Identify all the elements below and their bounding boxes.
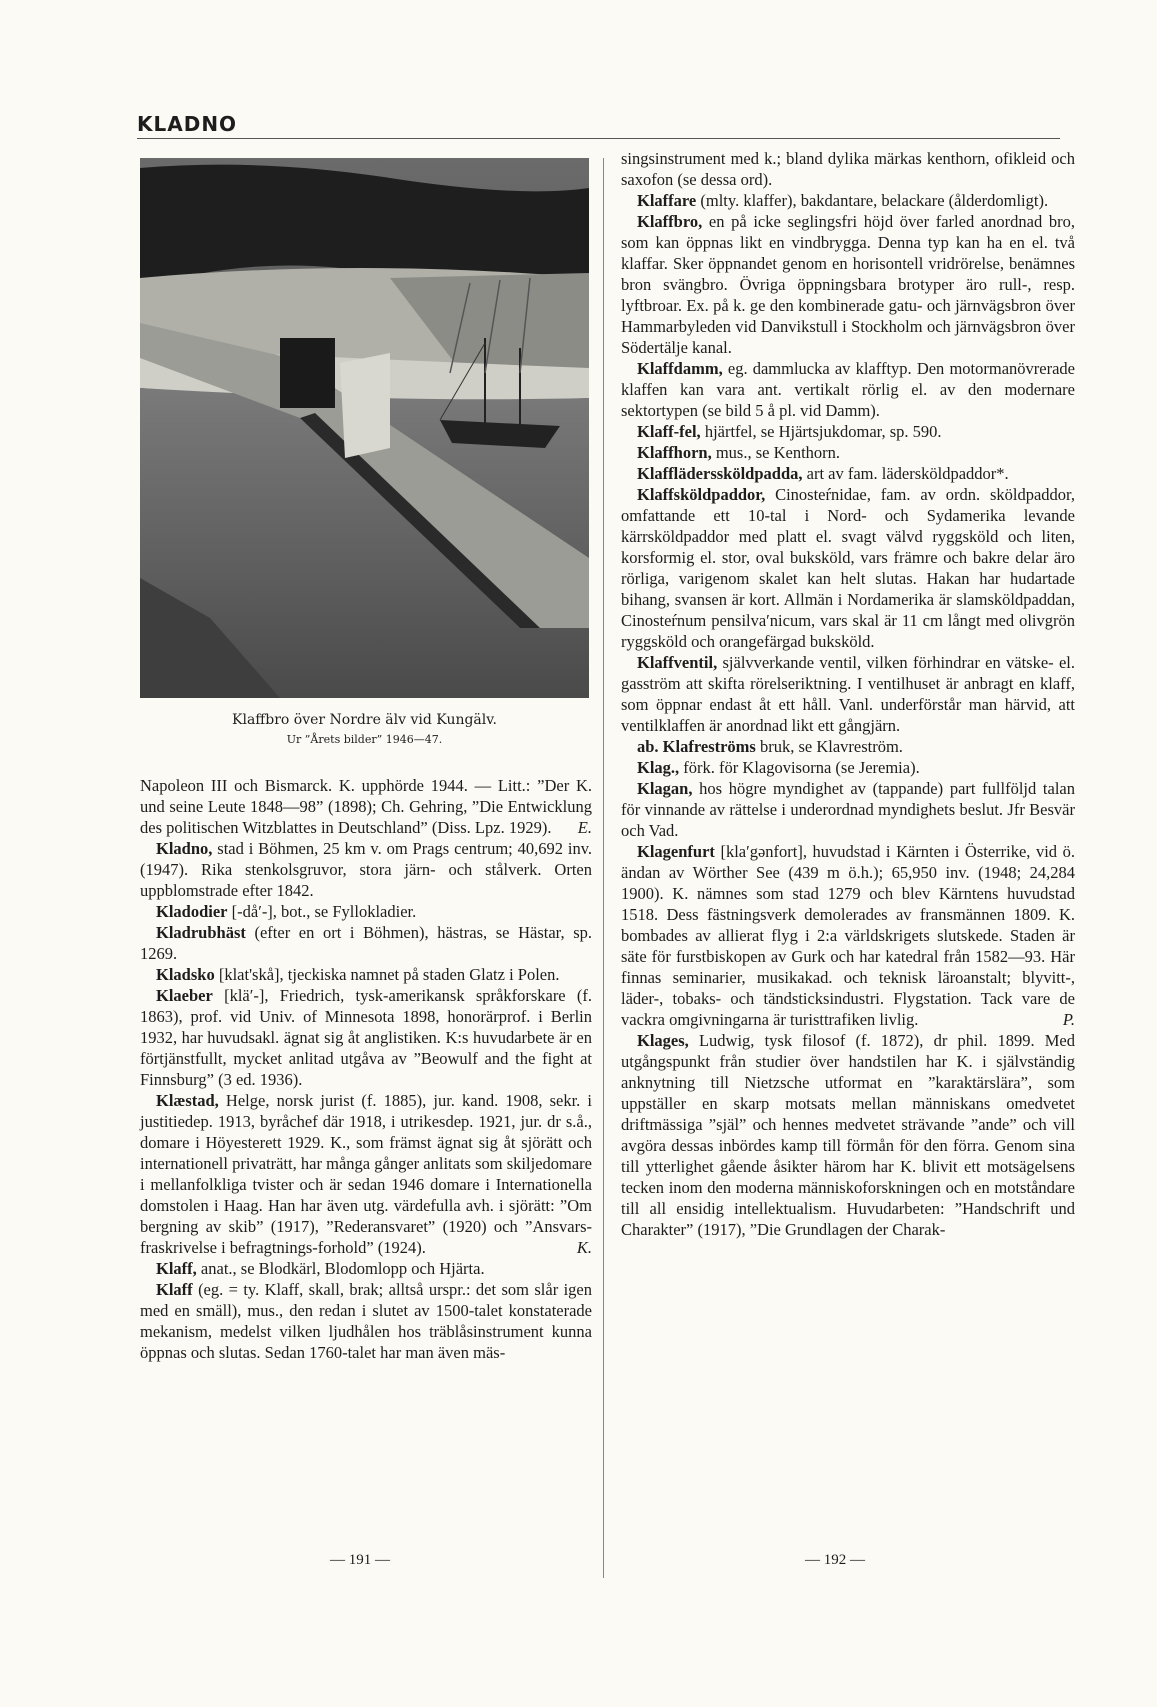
article-entry bbox=[140, 985, 592, 1090]
headword: Klaff, bbox=[156, 1259, 197, 1278]
headword: Klaffhorn, bbox=[637, 443, 712, 462]
author-signature: E. bbox=[577, 818, 592, 837]
headword: Klaffdamm, bbox=[637, 359, 723, 378]
article-entry bbox=[621, 463, 1075, 484]
entry-text: förk. för Klagovisorna (se Jeremia). bbox=[679, 758, 920, 777]
headword: Klaff-fel, bbox=[637, 422, 701, 441]
headword: Klaffare bbox=[637, 191, 697, 210]
article-entry bbox=[621, 736, 1075, 757]
headword: Klæstad, bbox=[156, 1091, 219, 1110]
headword: Klag., bbox=[637, 758, 680, 777]
headword: Klaffläderssköldpadda, bbox=[637, 464, 803, 483]
article-entry bbox=[621, 421, 1075, 442]
article-entry bbox=[140, 838, 592, 901]
article-entry bbox=[140, 1090, 592, 1258]
headword: Klages, bbox=[637, 1031, 689, 1050]
entry-text: hos högre myndighet av (tappande) part fullföljd talan för vinnande av rättelse i underordnad myndighets beslut. Jfr Besvär och Vad. bbox=[621, 779, 1075, 840]
article-entry bbox=[621, 190, 1075, 211]
headword: Klaffbro, bbox=[637, 212, 703, 231]
headword: ab. Klafreströms bbox=[637, 737, 756, 756]
article-entry bbox=[621, 442, 1075, 463]
headword: Kladodier bbox=[156, 902, 228, 921]
column-divider bbox=[603, 158, 604, 1578]
entry-text: Cinosteŕnidae, fam. av ordn. sköldpaddor, omfattande ett 10-tal i Nord- och Sydamerika levande kärrsköldpaddor med platt el. svagt välvd ryggsköld och liten, korsformig el. stor, oval buksköld, vars främre och bakre delar äro rörliga, varigenom skalet kan helt slutas. Hakan har hudartade bihang, svansen är kort. Allmän i Nordamerika är slamsköldpaddan, Cinosteŕnum pensilva′nicum, vars skal är 11 cm långt med olivgrön ryggsköld och orangefärgad buksköld. bbox=[621, 485, 1075, 651]
header-rule bbox=[137, 138, 1060, 139]
bridge-photo bbox=[140, 158, 589, 698]
page-number-right: — 192 — bbox=[805, 1552, 865, 1568]
article-entry bbox=[621, 484, 1075, 652]
article-entry bbox=[621, 652, 1075, 736]
article-entry bbox=[140, 1279, 592, 1363]
headword: Klagenfurt bbox=[637, 842, 715, 861]
caption-source: Ur ”Årets bilder” 1946—47. bbox=[286, 733, 443, 746]
headword: Klaff bbox=[156, 1280, 193, 1299]
entry-text: [kla′gənfort], huvudstad i Kärnten i Österrike, vid ö. ändan av Wörther See (439 m ö.h.); 65,950 inv. (1948; 24,284 1900). K. nämnes som stad 1279 och blev Kärntens huvudstad 1518. Dess fästningsverk demolerades av fransmännen 1809. K. bombades av allierat flyg i 2:a världskrigets slutskede. Staden är säte för furstbiskopen av Gurk och har katedral från 1582—93. Här finnas seminarier, musikakad. och teknisk läroanstalt; blyvitt-, läder-, tobaks- och tändsticksindustri. Flygstation. Tack vare de vackra omgivningarna är turisttrafiken livlig. bbox=[621, 842, 1075, 1029]
article-entry bbox=[140, 922, 592, 964]
entry-text: eg. dammlucka av klafftyp. Den motormanövrerade klaffen kan vara ant. vertikalt rörlig el. av den modernare sektortypen (se bild 5 å pl. vid Damm). bbox=[621, 359, 1075, 420]
entry-text: art av fam. lädersköldpaddor*. bbox=[802, 464, 1009, 483]
article-entry bbox=[621, 211, 1075, 358]
article-entry bbox=[621, 778, 1075, 841]
article-entry bbox=[621, 841, 1075, 1030]
article-entry bbox=[621, 1030, 1075, 1240]
article-entry bbox=[621, 757, 1075, 778]
entry-text: mus., se Kenthorn. bbox=[711, 443, 841, 462]
photo-caption bbox=[140, 711, 589, 749]
article-entry bbox=[140, 775, 592, 838]
entry-text: bruk, se Klavreström. bbox=[755, 737, 903, 756]
article-entry bbox=[140, 964, 592, 985]
right-text-column bbox=[621, 148, 1075, 1240]
entry-text: stad i Böhmen, 25 km v. om Prags centrum; 40,692 inv. (1947). Rika stenkolsgruvor, stora järn- och stålverk. Orten uppblomstrade efter 1842. bbox=[140, 839, 592, 900]
entry-text: (efter en ort i Böhmen), hästras, se Hästar, sp. 1269. bbox=[140, 923, 592, 963]
article-entry bbox=[140, 901, 592, 922]
entry-text: [-då′-], bot., se Fyllokladier. bbox=[227, 902, 417, 921]
entry-text: [klat'skå], tjeckiska namnet på staden Glatz i Polen. bbox=[214, 965, 560, 984]
headword: Klaeber bbox=[156, 986, 213, 1005]
headword: Klaffsköldpaddor, bbox=[637, 485, 766, 504]
headword: Klagan, bbox=[637, 779, 693, 798]
headword: Kladsko bbox=[156, 965, 215, 984]
author-signature: P. bbox=[1062, 1010, 1075, 1029]
headword: Kladno, bbox=[156, 839, 213, 858]
headword: Kladrubhäst bbox=[156, 923, 246, 942]
entry-text: Ludwig, tysk filosof (f. 1872), dr phil. 1899. Med utgångspunkt från studier över handstilen har K. i självständig anknytning till Nietzsche utformat en ”karaktärslära”, som uppställer en skarp motsats mellan människans omedvetet driftmässiga ”själ” och hennes medvetet strävande ”ande” och vill avgöra dessas inbördes kamp till förmån för den förra. Genom sina till ytterlighet gående åsikter härom har K. blivit ett motsägelsens tecken inom den moderna människoforskningen och en motståndare till all ensidig intellektualism. Huvudarbeten: ”Handschrift und Charakter” (1917), ”Die Grundlagen der Charak- bbox=[621, 1031, 1075, 1239]
article-entry bbox=[621, 358, 1075, 421]
entry-text: hjärtfel, se Hjärtsjukdomar, sp. 590. bbox=[700, 422, 942, 441]
author-signature: K. bbox=[576, 1238, 592, 1257]
entry-text: anat., se Blodkärl, Blodomlopp och Hjärta. bbox=[196, 1259, 485, 1278]
entry-text: (mlty. klaffer), bakdantare, belackare (ålderdomligt). bbox=[696, 191, 1049, 210]
left-text-column bbox=[140, 775, 592, 1363]
article-entry bbox=[621, 148, 1075, 190]
caption-title: Klaffbro över Nordre älv vid Kungälv. bbox=[232, 712, 497, 728]
entry-text: Napoleon III och Bismarck. K. upphörde 1944. — Litt.: ”Der K. und seine Leute 1848—98” (1898); Ch. Gehring, ”Die Entwicklung des politischen Witzblattes in Deutschland” (Diss. Lpz. 1929). bbox=[140, 776, 592, 837]
page-number-left: — 191 — bbox=[330, 1552, 390, 1568]
entry-text: Helge, norsk jurist (f. 1885), jur. kand. 1908, sekr. i justitiedep. 1913, byråchef där 1918, i utrikesdep. 1921, jur. dr s.å., domare i Höyesterett 1929. K., som främst ägnat sig åt sjörätt och internationell privaträtt, har många gånger anlitats som skiljedomare i mellanfolkliga tvister och är sedan 1946 domare i Internationella domstolen i Haag. Han har även utg. värdefulla avh. i sjörätt: ”Om bergning av skib” (1917), ”Rederansvaret” (1920) och ”Ansvars-fraskrivelse i befragtnings-forhold” (1924). bbox=[140, 1091, 592, 1257]
entry-text: singsinstrument med k.; bland dylika märkas kenthorn, ofikleid och saxofon (se dessa ord). bbox=[621, 149, 1075, 189]
entry-text: (eg. = ty. Klaff, skall, brak; alltså urspr.: det som slår igen med en smäll), mus., den redan i slutet av 1500-talet konstaterade mekanism, medelst vilken ljudhålen hos träblåsinstrument kunna öppnas och slutas. Sedan 1760-talet har man även mäs- bbox=[140, 1280, 592, 1362]
entry-text: självverkande ventil, vilken förhindrar en vätske- el. gasström att skifta rörelseriktning. I ventilhuset är anbragt en klaff, som öppnar endast åt ett håll. Vanl. underförstår man härvid, att ventilklaffen är anordnad likt ett gångjärn. bbox=[621, 653, 1075, 735]
article-entry bbox=[140, 1258, 592, 1279]
headword: Klaffventil, bbox=[637, 653, 718, 672]
bridge-photo-illustration bbox=[140, 158, 589, 698]
running-header: KLADNO bbox=[137, 112, 238, 136]
entry-text: en på icke seglingsfri höjd över farled anordnad bro, som kan öppnas likt en vindbrygga. Denna typ kan ha en el. två klaffar. Sker öppnandet genom en horisontell vridrörelse, benämnes bron svängbro. Övriga öppningsbara brotyper äro rull-, resp. lyftbroar. Ex. på k. ge den kombinerade gatu- och järnvägsbron över Hammarbyleden vid Danvikstull i Stockholm och järnvägsbron över Södertälje kanal. bbox=[621, 212, 1075, 357]
entry-text: [klä′-], Friedrich, tysk-amerikansk språkforskare (f. 1863), prof. vid Univ. of Minnesota 1898, honorärprof. i Berlin 1932, har huvudsakl. ägnat sig åt anglistiken. K:s huvudarbete är en förtjänstfullt, mycket anlitad utgåva av ”Beowulf and the fight at Finnsburg” (3 ed. 1936). bbox=[140, 986, 592, 1089]
